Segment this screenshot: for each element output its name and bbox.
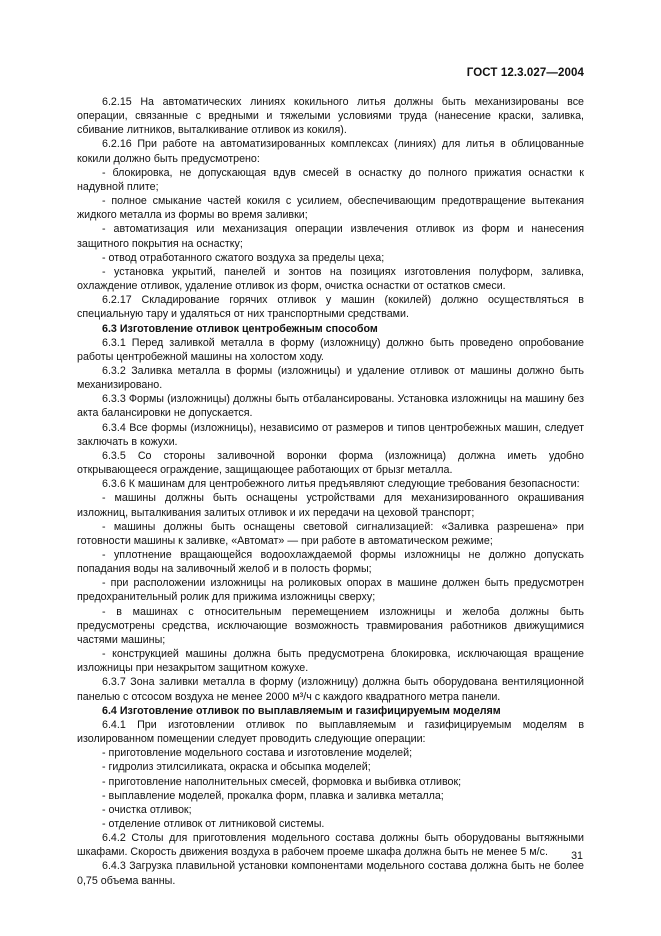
- section-heading: 6.3 Изготовление отливок центробежным способом: [102, 322, 378, 335]
- list-item: - машины должны быть оснащены устройствами для механизированного окрашивания изложниц, выталкивания залитых отливок и их передачи на цеховой транспорт;: [77, 492, 584, 519]
- list-item: - отвод отработанного сжатого воздуха за пределы цеха;: [102, 251, 385, 264]
- document-header: ГОСТ 12.3.027—2004: [466, 67, 584, 79]
- paragraph: 6.3.2 Заливка металла в формы (изложницы) и удаление отливок от машины должно быть механизировано.: [77, 364, 584, 392]
- paragraph: 6.4.3 Загрузка плавильной установки компонентами модельного состава должна быть не более 0,75 объема ванны.: [77, 860, 584, 887]
- paragraph: 6.3.1 Перед заливкой металла в форму (изложницу) должно быть проведено опробование работы центробежной машины на холостом ходу.: [77, 336, 584, 363]
- list-item: - приготовление модельного состава и изготовление моделей;: [102, 747, 413, 760]
- paragraph: 6.4.1 При изготовлении отливок по выплавляемым и газифицируемым моделям в изолированном помещении следует проводить следующие операции:: [77, 718, 584, 746]
- paragraph: 6.2.15 На автоматических линиях кокильного литья должны быть механизированы все операции, связанные с вредными и тяжелыми условиями труда (нанесение краски, заливка, сбивание литников, выталкивание отливок из кокиля).: [77, 96, 584, 137]
- list-item: - конструкцией машины должна быть предусмотрена блокировка, исключающая вращение изложницы при незакрытом защитном кожухе.: [77, 648, 584, 675]
- paragraph: 6.3.5 Со стороны заливочной воронки форма (изложница) должна иметь удобно открывающееся ограждение, защищающее работающих от брызг металла.: [77, 449, 584, 477]
- page-number: 31: [571, 850, 583, 862]
- list-item: - блокировка, не допускающая вдув смесей в оснастку до полного прижатия оснастки к надувной плите;: [77, 166, 584, 193]
- paragraph: 6.2.17 Складирование горячих отливок у машин (кокилей) должно осуществляться в специальную тару и удаляться от них транспортными средствами.: [77, 294, 584, 321]
- paragraph: 6.3.3 Формы (изложницы) должны быть отбалансированы. Установка изложницы на машину без акта балансировки не допускается.: [77, 393, 584, 420]
- list-item: - выплавление моделей, прокалка форм, плавка и заливка металла;: [102, 789, 444, 802]
- list-item: - приготовление наполнительных смесей, формовка и выбивка отливок;: [102, 775, 462, 788]
- list-item: - автоматизация или механизация операции извлечения отливок из форм и нанесения защитного покрытия на оснастку;: [77, 223, 584, 250]
- list-item: - установка укрытий, панелей и зонтов на позициях изготовления полуформ, заливка, охлаждение отливок, удаление отливок из форм, очистка оснастки от остатков смеси.: [77, 265, 584, 293]
- document-body: [77, 95, 584, 888]
- list-item: - гидролиз этилсиликата, окраска и обсыпка моделей;: [102, 761, 371, 774]
- list-item: - очистка отливок;: [102, 803, 192, 816]
- list-item: - при расположении изложницы на роликовых опорах в машине должен быть предусмотрен предохранительный ролик для прижима изложницы сверху;: [77, 577, 584, 604]
- paragraph: 6.3.7 Зона заливки металла в форму (изложницу) должна быть оборудована вентиляционной панелью с отсосом воздуха не менее 2000 м³/ч с каждого квадратного метра панели.: [77, 676, 584, 703]
- section-heading: 6.4 Изготовление отливок по выплавляемым и газифицируемым моделям: [102, 704, 501, 717]
- paragraph: 6.3.4 Все формы (изложницы), независимо от размеров и типов центробежных машин, следует заключать в кожухи.: [77, 421, 584, 448]
- list-item: - полное смыкание частей кокиля с усилием, обеспечивающим предотвращение вытекания жидкого металла из формы во время заливки;: [77, 195, 584, 222]
- list-item: - в машинах с относительным перемещением изложницы и желоба должны быть предусмотрены средства, исключающие возможность травмирования работников движущимися частями машины;: [77, 605, 584, 646]
- paragraph: 6.3.6 К машинам для центробежного литья предъявляют следующие требования безопасности:: [102, 478, 580, 491]
- list-item: - отделение отливок от литниковой системы.: [102, 817, 325, 830]
- list-item: - машины должны быть оснащены световой сигнализацией: «Заливка разрешена» при готовности машины к заливке, «Автомат» — при работе в автоматическом режиме;: [77, 520, 584, 547]
- list-item: - уплотнение вращающейся водоохлаждаемой формы изложницы не должно допускать попадания воды на заливочный желоб и в полость формы;: [77, 549, 584, 576]
- paragraph: 6.4.2 Столы для приготовления модельного состава должны быть оборудованы вытяжными шкафами. Скорость движения воздуха в рабочем проеме шкафа должна быть не менее 5 м/с.: [77, 832, 584, 859]
- paragraph: 6.2.16 При работе на автоматизированных комплексах (линиях) для литья в облицованные кокили должно быть предусмотрено:: [77, 138, 584, 165]
